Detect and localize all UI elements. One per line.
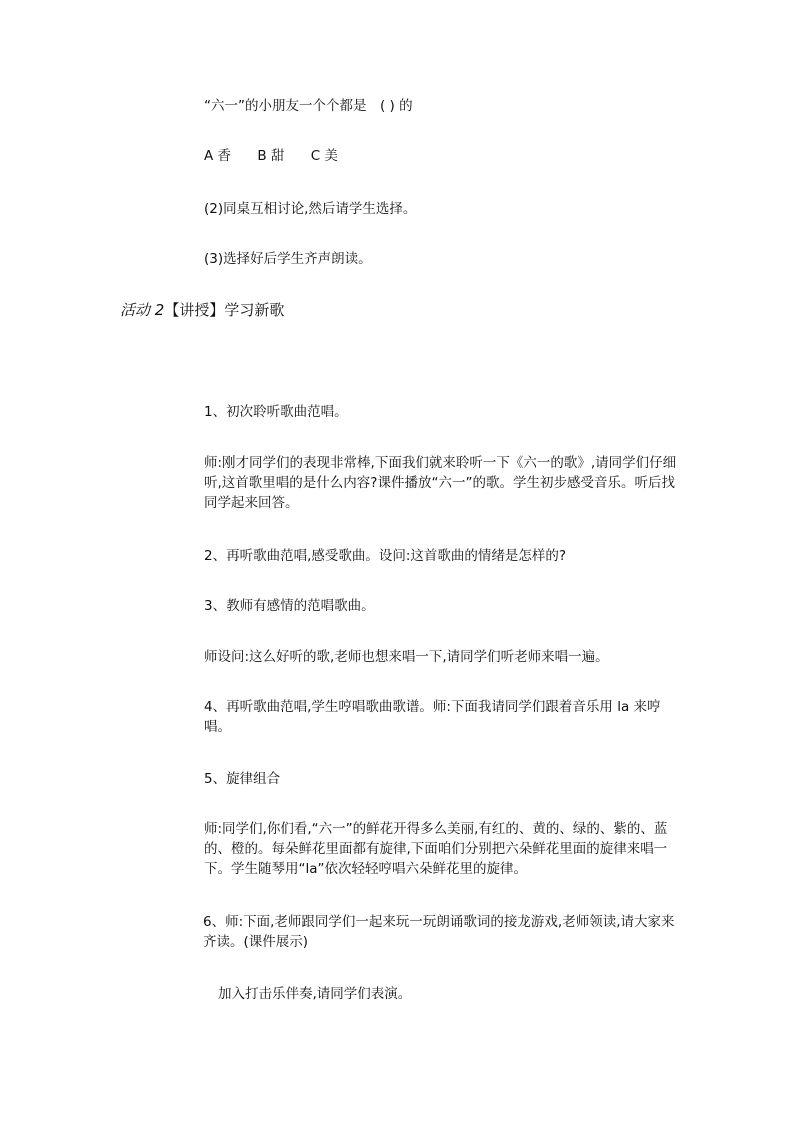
activity-heading bbox=[120, 299, 284, 321]
paragraph-9: 6、师:下面,老师跟同学们一起来玩一玩朗诵歌词的接龙游戏,老师领读,请大家来齐读。(课件展示) bbox=[203, 914, 675, 950]
paragraph-7: 5、旋律组合 bbox=[204, 771, 281, 787]
paragraph-1: 1、初次聆听歌曲范唱。 bbox=[204, 404, 348, 420]
option-b: B 甜 bbox=[257, 148, 285, 164]
activity-title: 【讲授】学习新歌 bbox=[164, 301, 285, 319]
option-c: C 美 bbox=[310, 148, 338, 164]
paragraph-4: 3、教师有感情的范唱歌曲。 bbox=[204, 598, 375, 614]
paragraph-5: 师设问:这么好听的歌,老师也想来唱一下,请同学们听老师来唱一遍。 bbox=[204, 649, 609, 665]
paragraph-10: 加入打击乐伴奏,请同学们表演。 bbox=[218, 986, 412, 1002]
step-read-aloud: (3)选择好后学生齐声朗读。 bbox=[204, 251, 372, 267]
paragraph-6: 4、再听歌曲范唱,学生哼唱歌曲歌谱。师:下面我请同学们跟着音乐用 la 来哼唱。 bbox=[204, 699, 661, 735]
option-a: A 香 bbox=[204, 148, 232, 164]
answer-options bbox=[204, 146, 360, 166]
paragraph-3: 2、再听歌曲范唱,感受歌曲。设问:这首歌曲的情绪是怎样的? bbox=[204, 548, 567, 564]
question-stem: “六一”的小朋友一个个都是 ( ) 的 bbox=[204, 98, 413, 114]
activity-label: 活动 2 bbox=[120, 301, 165, 319]
paragraph-2: 师:刚才同学们的表现非常棒,下面我们就来聆听一下《六一的歌》,请同学们仔细听,这首歌里唱的是什么内容?课件播放“六一”的歌。学生初步感受音乐。听后找同学起来回答。 bbox=[204, 455, 677, 511]
step-discuss: (2)同桌互相讨论,然后请学生选择。 bbox=[204, 201, 417, 217]
paragraph-8: 师:同学们,你们看,“六一”的鲜花开得多么美丽,有红的、黄的、绿的、紫的、蓝的、橙的。每朵鲜花里面都有旋律,下面咱们分别把六朵鲜花里面的旋律来唱一下。学生随琴用“la”依次轻轻哼唱六朵鲜花里的旋律。 bbox=[204, 821, 668, 877]
